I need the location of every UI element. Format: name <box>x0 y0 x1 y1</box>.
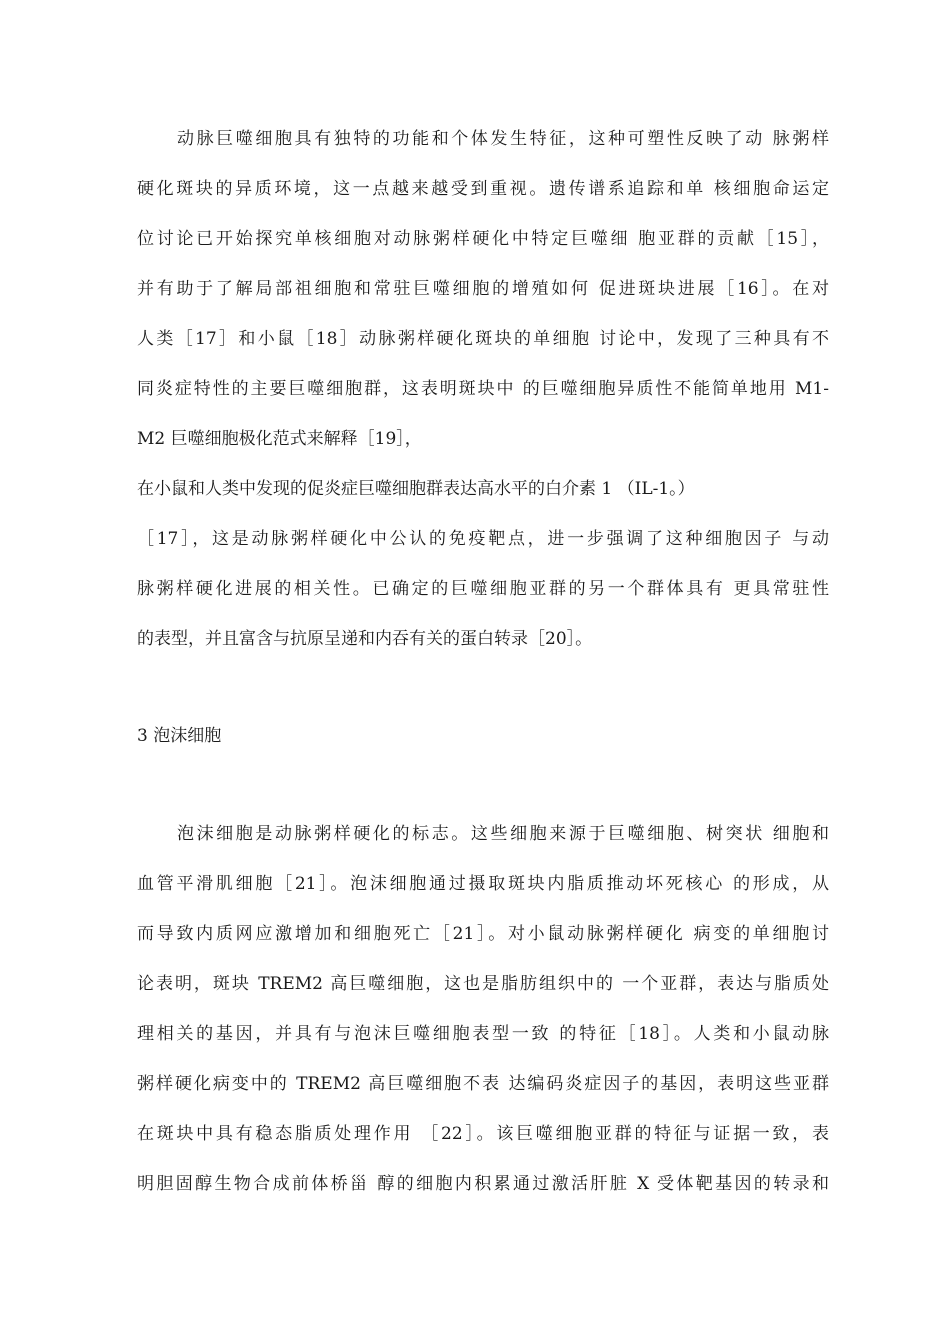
paragraph-1-line-10: 脉粥样硬化进展的相关性。已确定的巨噬细胞亚群的另一个群体具有 更具常驻性 <box>137 579 829 599</box>
paragraph-2-line-3: 而导致内质网应激增加和细胞死亡［21］。对小鼠动脉粥样硬化 病变的单细胞讨 <box>137 924 829 944</box>
paragraph-2-line-4: 论表明，斑块 TREM2 高巨噬细胞，这也是脂肪组织中的 一个亚群，表达与脂质处 <box>137 974 829 994</box>
paragraph-1-line-11: 的表型，并且富含与抗原呈递和内吞有关的蛋白转录［20］。 <box>137 629 593 649</box>
paragraph-1-line-5: 人类［17］和小鼠［18］动脉粥样硬化斑块的单细胞 讨论中，发现了三种具有不 <box>137 329 829 349</box>
paragraph-2-line-2: 血管平滑肌细胞［21］。泡沫细胞通过摄取斑块内脂质推动坏死核心 的形成，从 <box>137 874 829 894</box>
paragraph-1-line-8: 在小鼠和人类中发现的促炎症巨噬细胞群表达高水平的白介素 1 （IL-1。） <box>137 479 695 499</box>
paragraph-1-line-9: ［17］，这是动脉粥样硬化中公认的免疫靶点，进一步强调了这种细胞因子 与动 <box>137 529 829 549</box>
paragraph-2-line-1: 泡沫细胞是动脉粥样硬化的标志。这些细胞来源于巨噬细胞、树突状 细胞和 <box>177 824 829 844</box>
paragraph-2-line-7: 在斑块中具有稳态脂质处理作用 ［22］。该巨噬细胞亚群的特征与证据一致，表 <box>137 1124 829 1144</box>
section-heading: 3 泡沫细胞 <box>137 726 222 746</box>
paragraph-1-line-1: 动脉巨噬细胞具有独特的功能和个体发生特征，这种可塑性反映了动 脉粥样 <box>177 129 829 149</box>
paragraph-1-line-7: M2 巨噬细胞极化范式来解释［19］， <box>137 429 422 449</box>
paragraph-1-line-3: 位讨论已开始探究单核细胞对动脉粥样硬化中特定巨噬细 胞亚群的贡献［15］， <box>137 229 829 249</box>
paragraph-2-line-5: 理相关的基因，并具有与泡沫巨噬细胞表型一致 的特征［18］。人类和小鼠动脉 <box>137 1024 829 1044</box>
paragraph-1-line-4: 并有助于了解局部祖细胞和常驻巨噬细胞的增殖如何 促进斑块进展［16］。在对 <box>137 279 829 299</box>
paragraph-2-line-8: 明胆固醇生物合成前体桥甾 醇的细胞内积累通过激活肝脏 X 受体靶基因的转录和 <box>137 1174 829 1194</box>
paragraph-2-line-6: 粥样硬化病变中的 TREM2 高巨噬细胞不表 达编码炎症因子的基因，表明这些亚群 <box>137 1074 829 1094</box>
paragraph-1-line-2: 硬化斑块的异质环境，这一点越来越受到重视。遗传谱系追踪和单 核细胞命运定 <box>137 179 829 199</box>
paragraph-1-line-6: 同炎症特性的主要巨噬细胞群，这表明斑块中 的巨噬细胞异质性不能简单地用 M1- <box>137 379 829 399</box>
